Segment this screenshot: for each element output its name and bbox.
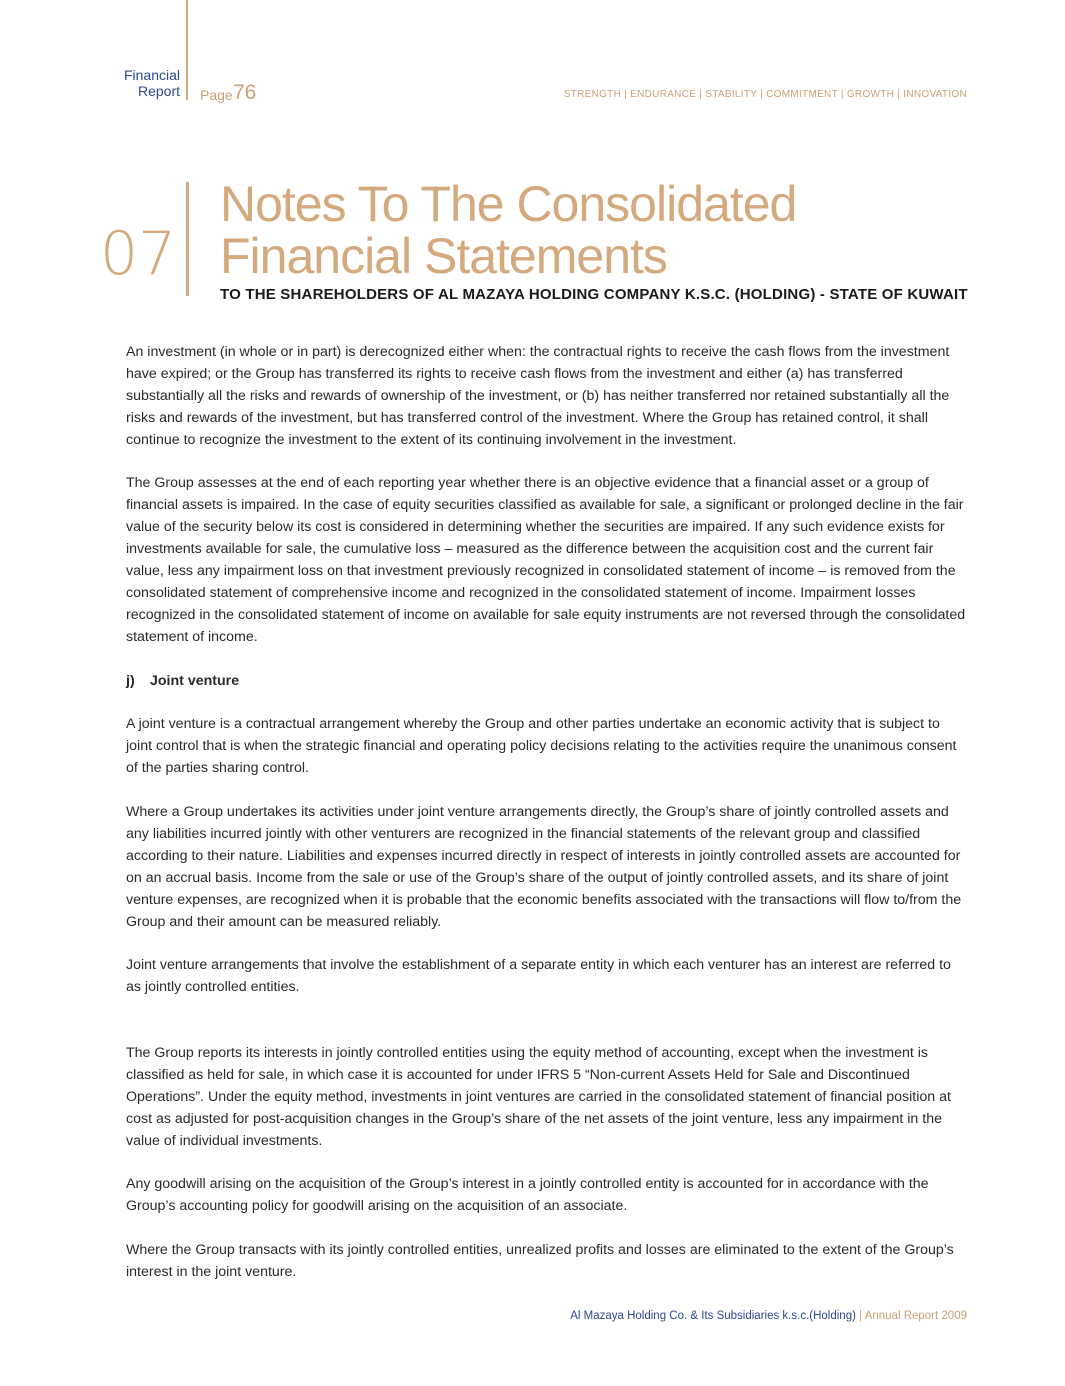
section-label-line1: Financial bbox=[123, 67, 180, 83]
footer-report: Annual Report 2009 bbox=[864, 1310, 967, 1322]
footer-separator: | bbox=[859, 1310, 863, 1322]
page-footer bbox=[570, 1310, 967, 1322]
paragraph: An investment (in whole or in part) is derecognized either when: the contractual rights to receive the cash flows from the investment have expired; or the Group has transferred its rights to receive cash flows from the investment and either (a) has transferred substantially all the risks and rewards of ownership of the investment, or (b) has neither transferred nor retained substantially all the risks and rewards of the investment, but has transferred control of the investment. Where the Group has retained control, it shall continue to recognize the investment to the extent of its continuing involvement in the investment. bbox=[126, 344, 950, 448]
title-divider-bar bbox=[186, 182, 189, 296]
page-label: Page bbox=[200, 87, 233, 103]
heading-text: Joint venture bbox=[150, 672, 240, 689]
paragraph: Where a Group undertakes its activities under joint venture arrangements directly, the Group’s share of jointly controlled assets and any liabilities incurred jointly with other venturers are recognized in the financial statements of the relevant group and classified according to their nature. Liabilities and expenses incurred directly in respect of interests in jointly controlled assets are accounted for on an accrual basis. Income from the sale or use of the Group’s share of the output of jointly controlled assets, and its share of joint venture expenses, are recognized when it is probable that the economic benefits associated with the transactions will flow to/from the Group and their amount can be measured reliably. bbox=[126, 803, 962, 930]
paragraph: Where the Group transacts with its jointly controlled entities, unrealized profits and losses are eliminated to the extent of the Group’s interest in the joint venture. bbox=[126, 1242, 954, 1280]
page-title-line2: Financial Statements bbox=[220, 228, 667, 284]
body-content bbox=[126, 342, 968, 1306]
paragraph: The Group reports its interests in jointly controlled entities using the equity method of accounting, except when the investment is classified as held for sale, in which case it is accounted for under IFRS 5 “Non-current Assets Held for Sale and Discontinued Operations”. Under the equity method, investments in joint ventures are carried in the consolidated statement of financial position at cost as adjusted for post-acquisition changes in the Group’s share of the net assets of the joint venture, less any impairment in the value of individual investments. bbox=[126, 1044, 951, 1149]
header-tagline: STRENGTH | ENDURANCE | STABILITY | COMMITMENT | GROWTH | INNOVATION bbox=[563, 89, 967, 100]
section-label bbox=[116, 67, 180, 99]
paragraph: A joint venture is a contractual arrangement whereby the Group and other parties undertake an economic activity that is subject to joint control that is when the strategic financial and operating policy decisions relating to the activities require the unanimous consent of the parties sharing control. bbox=[126, 716, 957, 777]
page-number: 76 bbox=[233, 81, 257, 104]
page-subtitle: TO THE SHAREHOLDERS OF AL MAZAYA HOLDING COMPANY K.S.C. (HOLDING) - STATE OF KUWAIT bbox=[220, 286, 968, 303]
header-divider-line bbox=[186, 0, 188, 100]
footer-company: Al Mazaya Holding Co. & Its Subsidiaries k.s.c.(Holding) bbox=[570, 1310, 856, 1322]
paragraph: Any goodwill arising on the acquisition of the Group’s interest in a jointly controlled entity is accounted for in accordance with the Group’s accounting policy for goodwill arising on the acquisition of an associate. bbox=[126, 1176, 929, 1215]
heading-letter: j) bbox=[126, 672, 135, 689]
page-title-line1: Notes To The Consolidated bbox=[220, 176, 797, 232]
paragraph: Joint venture arrangements that involve the establishment of a separate entity in which each venturer has an interest are referred to as jointly controlled entities. bbox=[126, 957, 951, 996]
section-number: 07 bbox=[100, 219, 177, 289]
section-heading bbox=[126, 671, 968, 693]
paragraph: The Group assesses at the end of each reporting year whether there is an objective evidence that a financial asset or a group of financial assets is impaired. In the case of equity securities classified as available for sale, a significant or prolonged decline in the fair value of the security below its cost is considered in determining whether the securities are impaired. If any such evidence exists for investments available for sale, the cumulative loss – measured as the difference between the acquisition cost and the current fair value, less any impairment loss on that investment previously recognized in consolidated statement of income – is removed from the consolidated statement of comprehensive income and recognized in the consolidated statement of income. Impairment losses recognized in the consolidated statement of income on available for sale equity instruments are not reversed through the consolidated statement of income. bbox=[126, 475, 966, 645]
section-label-line2: Report bbox=[137, 83, 180, 99]
